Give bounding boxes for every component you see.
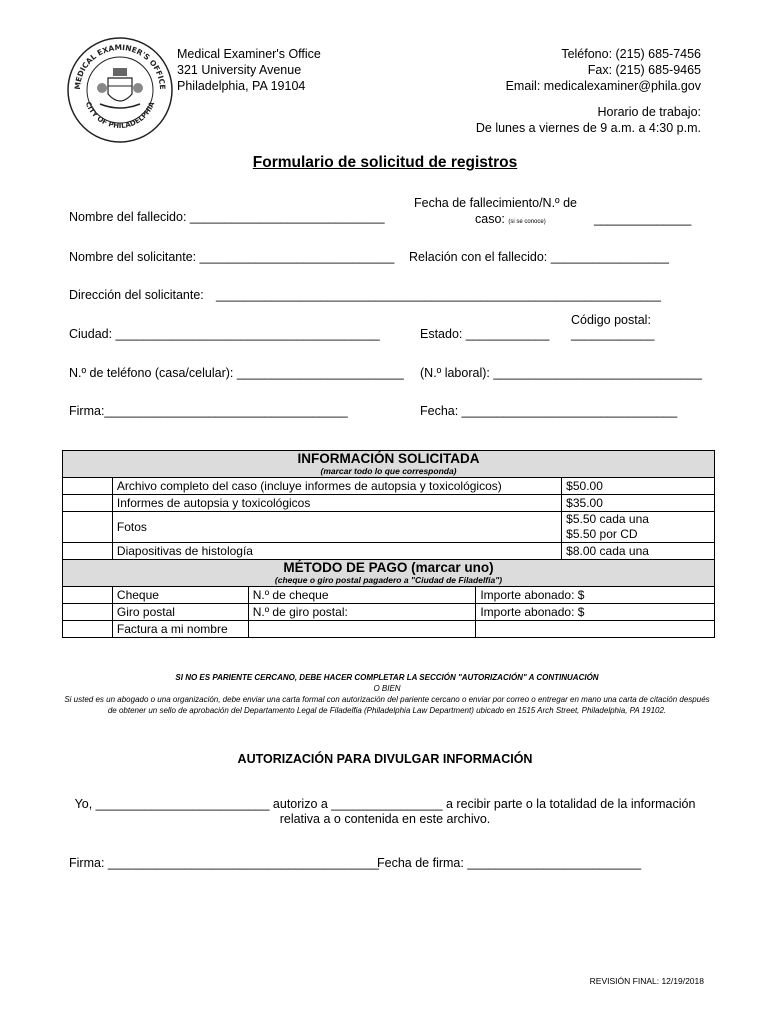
payment-number	[248, 621, 476, 638]
zip-label: Código postal:	[571, 313, 651, 327]
checkbox-cell[interactable]	[63, 621, 113, 638]
payment-title: MÉTODO DE PAGO (marcar uno)	[283, 560, 494, 575]
svg-text:CITY OF PHILADELPHIA	[84, 100, 157, 130]
city-field[interactable]: Ciudad: ______________________________________	[69, 327, 380, 341]
info-header	[63, 451, 715, 478]
payment-method: Cheque	[112, 587, 248, 604]
item-label: Informes de autopsia y toxicológicos	[112, 495, 561, 512]
table-row	[63, 512, 715, 543]
item-price: $5.50 cada una	[566, 512, 649, 526]
office-city: Philadelphia, PA 19104	[177, 79, 306, 93]
office-street: 321 University Avenue	[177, 63, 302, 77]
notice-block	[62, 672, 712, 716]
payment-method: Factura a mi nombre	[112, 621, 248, 638]
seal-text-bottom: CITY OF PHILADELPHIA	[83, 100, 157, 131]
checkbox-cell[interactable]	[63, 604, 113, 621]
payment-amount	[476, 621, 715, 638]
office-address-block	[177, 46, 321, 94]
info-header-row	[63, 451, 715, 478]
authorization-title: AUTORIZACIÓN PARA DIVULGAR INFORMACIÓN	[237, 752, 533, 766]
item-label: Diapositivas de histología	[112, 543, 561, 560]
form-title: Formulario de solicitud de registros	[252, 154, 518, 171]
info-subtitle: (marcar todo lo que corresponda)	[320, 466, 457, 476]
case-label: caso:	[475, 212, 505, 226]
email-label: Email:	[505, 79, 544, 93]
office-name: Medical Examiner's Office	[177, 47, 321, 61]
revision-date: REVISIÓN FINAL: 12/19/2018	[589, 976, 704, 986]
info-title: INFORMACIÓN SOLICITADA	[297, 451, 480, 466]
payment-header	[63, 560, 715, 587]
payment-method: Giro postal	[112, 604, 248, 621]
office-hours	[476, 104, 701, 136]
requester-name-field[interactable]: Nombre del solicitante: ____________________________	[69, 250, 395, 264]
seal-text-top: MEDICAL EXAMINER'S OFFICE	[72, 42, 168, 90]
checkbox-cell[interactable]	[63, 587, 113, 604]
deceased-name-field[interactable]: Nombre del fallecido: ____________________________	[69, 210, 385, 224]
email-line	[506, 78, 701, 94]
item-price: $8.00 cada una	[562, 543, 715, 560]
authorization-signature-field[interactable]: Firma: _______________________________________	[69, 856, 380, 870]
payment-header-row	[63, 560, 715, 587]
state-field[interactable]: Estado: ____________	[420, 327, 550, 341]
notice-line1: SI NO ES PARIENTE CERCANO, DEBE HACER COMPLETAR LA SECCIÓN "AUTORIZACIÓN" A CONTINUACIÓN	[175, 673, 599, 682]
phone-field[interactable]: N.º de teléfono (casa/celular): ________________________	[69, 366, 404, 380]
death-date-label: Fecha de fallecimiento/N.º de	[414, 196, 577, 210]
item-label: Archivo completo del caso (incluye informes de autopsia y toxicológicos)	[112, 478, 561, 495]
phone-number: Teléfono: (215) 685-7456	[561, 47, 701, 61]
authorization-line2: relativa a o contenida en este archivo.	[279, 812, 491, 826]
authorization-date-field[interactable]: Fecha de firma: _________________________	[377, 856, 642, 870]
payment-amount[interactable]: Importe abonado: $	[476, 604, 715, 621]
checkbox-cell[interactable]	[63, 512, 113, 543]
item-price-cd: $5.50 por CD	[566, 527, 638, 541]
checkbox-cell[interactable]	[63, 478, 113, 495]
item-label: Fotos	[112, 512, 561, 543]
requester-address-label: Dirección del solicitante:	[69, 288, 204, 302]
medical-examiner-seal	[66, 36, 174, 144]
request-table	[62, 450, 715, 638]
authorization-line1[interactable]: Yo, _________________________ autorizo a ________________ a recibir parte o la totalidad de la información	[74, 797, 696, 811]
payment-number[interactable]: N.º de cheque	[248, 587, 476, 604]
contact-block	[506, 46, 701, 94]
death-date-case	[475, 212, 546, 226]
payment-subtitle: (cheque o giro postal pagadero a "Ciudad de Filadelfia")	[274, 575, 503, 585]
item-price: $50.00	[562, 478, 715, 495]
requester-address-field[interactable]: ________________________________________________________________	[216, 288, 661, 302]
hours-label: Horario de trabajo:	[597, 105, 701, 119]
table-row	[63, 604, 715, 621]
table-row	[63, 621, 715, 638]
signature-field[interactable]: Firma:___________________________________	[69, 404, 348, 418]
work-phone-field[interactable]: (N.º laboral): ______________________________	[420, 366, 702, 380]
email-link[interactable]: medicalexaminer@phila.gov	[543, 79, 701, 93]
payment-amount[interactable]: Importe abonado: $	[476, 587, 715, 604]
notice-line3: Si usted es un abogado o una organización, debe enviar una carta formal con autorización del pariente cercano o enviar por correo o entregar en mano una carta de citación después de obtener un sello de aprobación del Departamento Legal de Filadelfia (Philadelphia Law Department) ubicado en 1515 Arch Street, Philadelphia, PA 19102.	[64, 695, 710, 715]
table-row	[63, 495, 715, 512]
death-date-field[interactable]: ______________	[594, 212, 692, 226]
relation-field[interactable]: Relación con el fallecido: _________________	[409, 250, 669, 264]
date-field[interactable]: Fecha: _______________________________	[420, 404, 678, 418]
item-price-block	[562, 512, 715, 543]
table-row	[63, 543, 715, 560]
zip-field[interactable]: ____________	[571, 327, 655, 341]
case-hint: (si se conoce)	[508, 219, 546, 225]
notice-line2: O BIEN	[373, 684, 401, 693]
payment-number[interactable]: N.º de giro postal:	[248, 604, 476, 621]
checkbox-cell[interactable]	[63, 543, 113, 560]
fax-number: Fax: (215) 685-9465	[587, 63, 701, 77]
hours-value: De lunes a viernes de 9 a.m. a 4:30 p.m.	[475, 121, 701, 135]
table-row	[63, 587, 715, 604]
table-row	[63, 478, 715, 495]
item-price: $35.00	[562, 495, 715, 512]
checkbox-cell[interactable]	[63, 495, 113, 512]
